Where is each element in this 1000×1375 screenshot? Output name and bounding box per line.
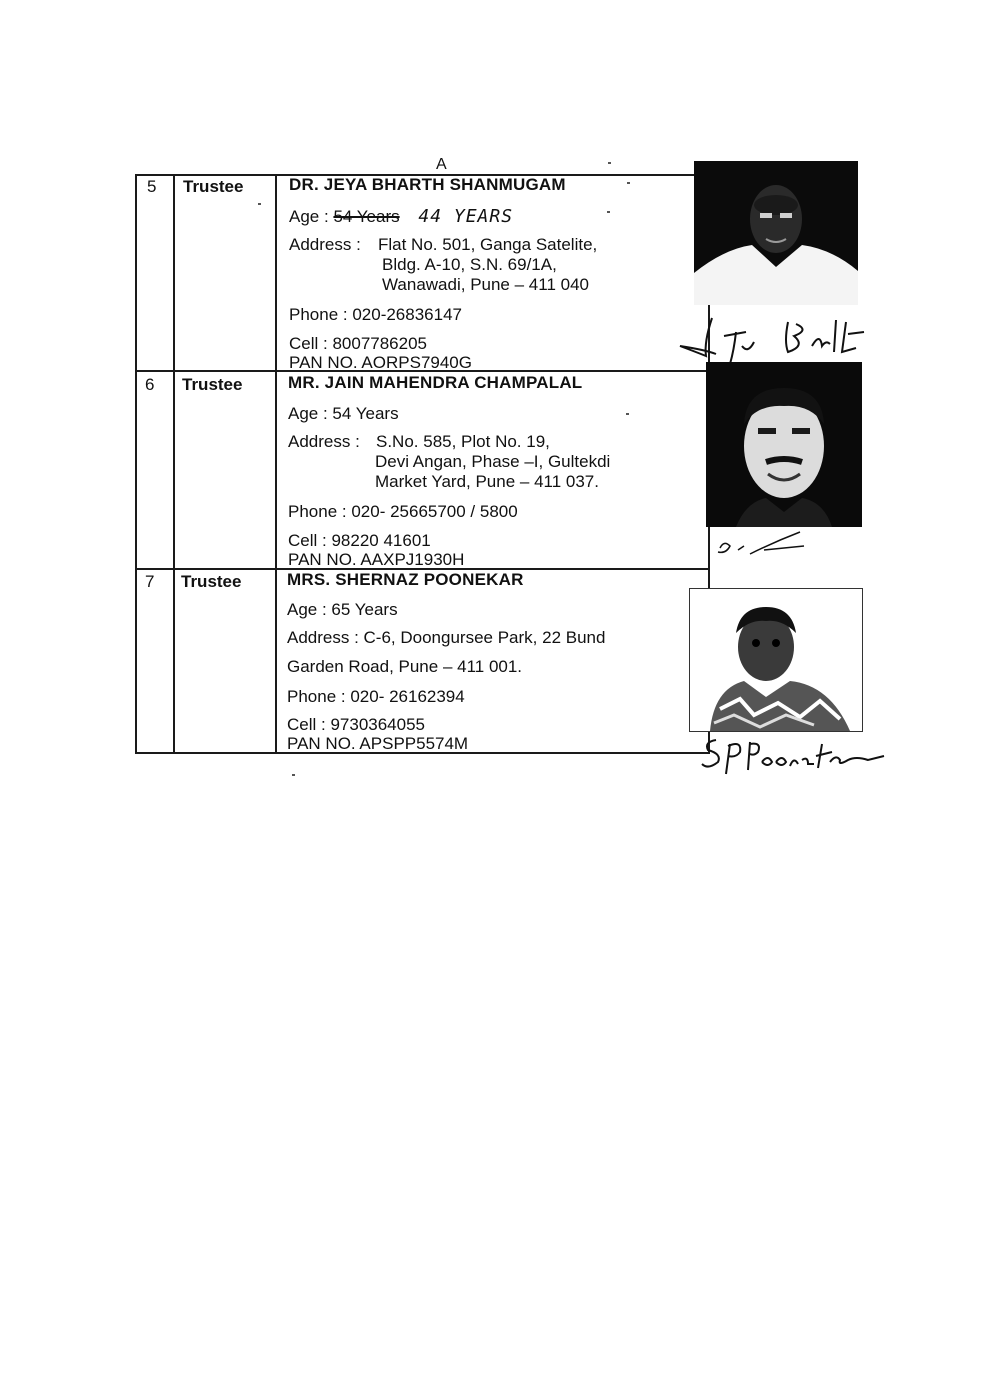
- scan-speck: [258, 203, 261, 205]
- address-line: Wanawadi, Pune – 411 040: [382, 275, 589, 294]
- phone-line: Phone : 020- 25665700 / 5800: [288, 502, 518, 521]
- cell-line: Cell : 9730364055: [287, 715, 426, 734]
- pan-line: PAN NO. AORPS7940G: [289, 353, 472, 372]
- scan-speck: [626, 413, 629, 415]
- age-label: Age :: [289, 207, 329, 226]
- address-label: Address :: [289, 235, 361, 254]
- phone-line: Phone : 020- 26162394: [287, 687, 465, 706]
- age-struck-value: 54 Years: [333, 207, 400, 226]
- portrait-image: [690, 589, 862, 731]
- trustee-name: MRS. SHERNAZ POONEKAR: [287, 570, 524, 589]
- signature-image: [704, 528, 814, 568]
- phone-line: Phone : 020-26836147: [289, 305, 462, 324]
- scan-speck: [607, 211, 610, 213]
- age-line: [289, 206, 513, 227]
- address-label: Address :: [288, 432, 360, 451]
- address-line: Garden Road, Pune – 411 001.: [287, 657, 523, 676]
- cell-line: Cell : 8007786205: [289, 334, 428, 353]
- trustee-photo: [694, 161, 858, 305]
- trustee-photo: [689, 588, 863, 732]
- address-line: S.No. 585, Plot No. 19,: [376, 432, 550, 451]
- trustee-name: MR. JAIN MAHENDRA CHAMPALAL: [288, 373, 583, 392]
- age-line: Age : 54 Years: [288, 404, 399, 423]
- row-number: 5: [147, 177, 157, 196]
- row-number: 7: [145, 572, 155, 591]
- scan-speck: [627, 182, 630, 184]
- role-label: Trustee: [181, 572, 242, 591]
- age-line: Age : 65 Years: [287, 600, 398, 619]
- address-line: Bldg. A-10, S.N. 69/1A,: [382, 255, 557, 274]
- pan-line: PAN NO. APSPP5574M: [287, 734, 469, 753]
- table-left-border: [135, 174, 137, 754]
- role-label: Trustee: [183, 177, 244, 196]
- pan-line: PAN NO. AAXPJ1930H: [288, 550, 465, 569]
- address-line: Address : C-6, Doongursee Park, 22 Bund: [287, 628, 606, 647]
- scan-speck: [608, 162, 611, 164]
- role-label: Trustee: [182, 375, 243, 394]
- col-divider-1: [173, 174, 175, 754]
- portrait-image: [706, 362, 862, 527]
- signature-image: [698, 730, 888, 776]
- cell-line: Cell : 98220 41601: [288, 531, 431, 550]
- row-number: 6: [145, 375, 155, 394]
- address-line: Devi Angan, Phase –I, Gultekdi: [375, 452, 611, 471]
- col-divider-2: [275, 174, 277, 754]
- portrait-image: [694, 161, 858, 305]
- trustee-photo: [706, 362, 862, 527]
- age-handwritten-value: 44 YEARS: [418, 206, 514, 227]
- scan-speck: [292, 774, 295, 776]
- header-mark: A: [436, 156, 447, 173]
- address-line: Market Yard, Pune – 411 037.: [375, 472, 599, 491]
- address-line: Flat No. 501, Ganga Satelite,: [378, 235, 598, 254]
- trustee-name: DR. JEYA BHARTH SHANMUGAM: [289, 175, 566, 194]
